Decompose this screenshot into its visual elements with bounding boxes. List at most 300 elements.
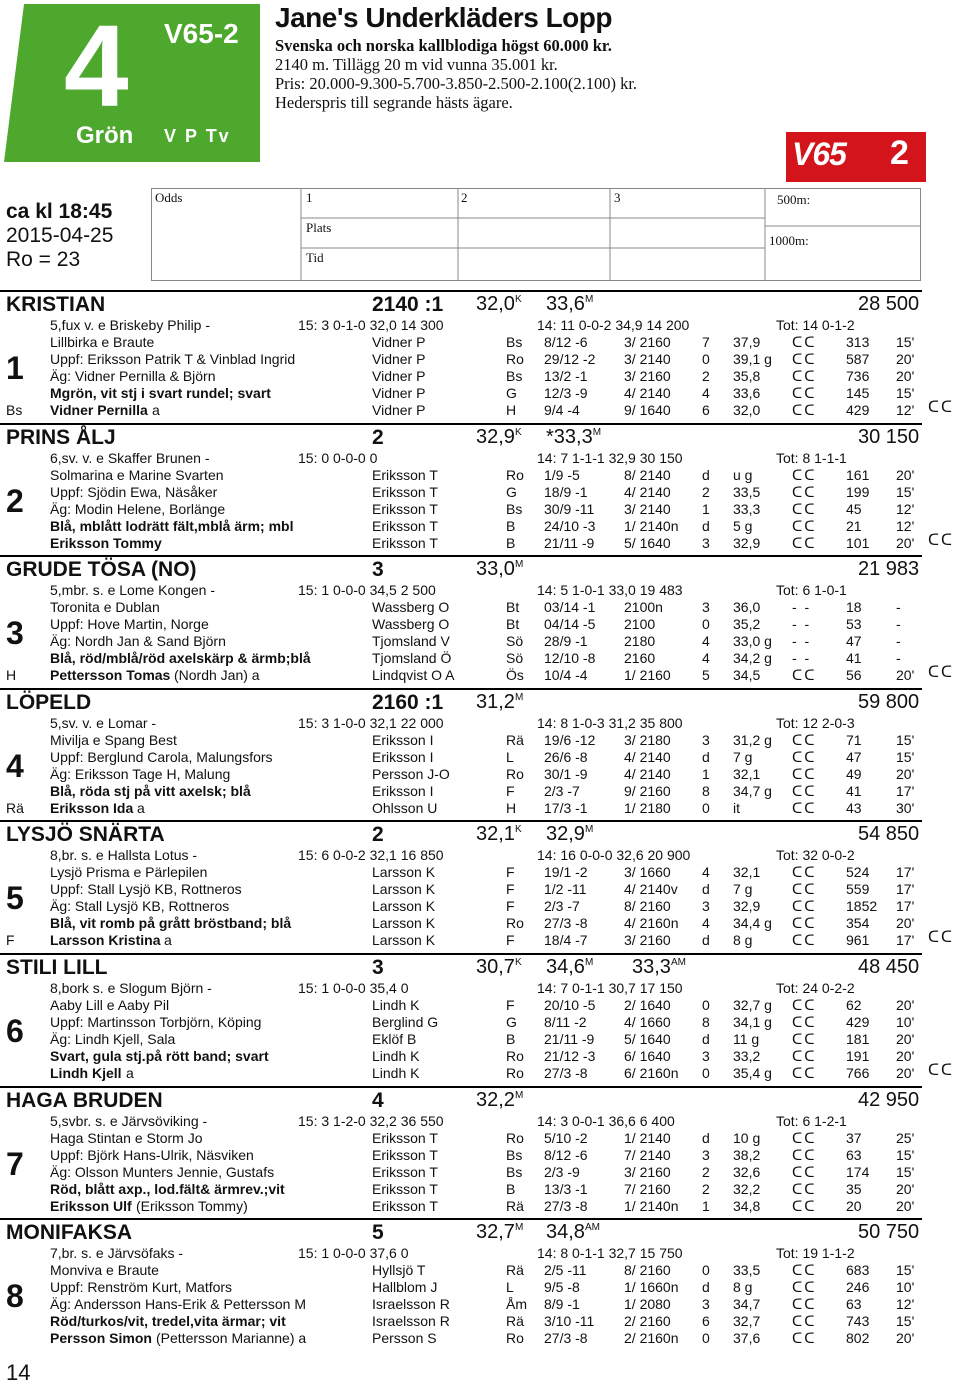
shoe-today: ᑕᑕ [928, 1062, 954, 1079]
race-placing: 0 [702, 1330, 710, 1346]
race-time: 39,1 g [733, 351, 772, 367]
shoe-info: ᑕᑕ [792, 351, 817, 367]
race-date: 2015-04-25 [6, 224, 114, 247]
ro-value: Ro = 23 [6, 248, 81, 271]
race-badge [4, 1, 260, 162]
race-distance: 4/ 2140 [624, 766, 671, 782]
race-distance: 1/ 2140 [624, 1130, 671, 1146]
race-time: 32,1 [733, 864, 761, 880]
race-distance: 2/ 1640 [624, 997, 671, 1013]
driver-name: Persson S [372, 1330, 437, 1346]
horse-info-row [0, 980, 960, 997]
race-date: 19/1 -2 [544, 864, 588, 880]
race-odds: 47 [846, 749, 862, 765]
race-distance: 5/ 1640 [624, 1031, 671, 1047]
race-odds: 313 [846, 334, 870, 350]
race-time: 34,2 g [733, 650, 772, 666]
record-value: 33,0 [476, 558, 515, 580]
horse-record-1 [476, 426, 522, 449]
horse-earnings: 42 950 [858, 1089, 920, 1111]
race-date: 12/3 -9 [544, 385, 588, 401]
track-code: H [506, 402, 517, 418]
race-prize: 17' [896, 932, 915, 948]
race-distance: 2/ 2160 [624, 1313, 671, 1329]
race-date: 1/2 -11 [544, 881, 587, 897]
race-prize: 20' [896, 1330, 915, 1346]
track-code: F [506, 997, 515, 1013]
driver-name: Eriksson T [372, 535, 438, 551]
track-code: Rä [506, 1262, 524, 1278]
driver-name: Ohlsson U [372, 800, 438, 816]
horse-detail: Eriksson Tommy [50, 535, 162, 551]
driver-name: Lindh K [372, 1048, 420, 1064]
stats-2014: 14: 7 0-1-1 30,7 17 150 [537, 980, 683, 996]
race-distance: 3/ 2160 [624, 368, 671, 384]
race-prize: 20' [896, 667, 915, 683]
horse-earnings: 54 850 [858, 823, 920, 845]
start-row [0, 599, 960, 616]
record-suffix: M [514, 692, 524, 703]
driver-suffix: a [126, 1065, 134, 1081]
driver-name: Vidner P [372, 402, 426, 418]
start-row [0, 501, 960, 518]
stats-total: Tot: 6 1-0-1 [776, 582, 847, 598]
shoe-info: ᑕᑕ [792, 997, 817, 1013]
stats-total: Tot: 14 0-1-2 [776, 317, 855, 333]
shoe-info: ᑕᑕ [792, 800, 817, 816]
race-distance: 9/ 1640 [624, 402, 671, 418]
place-3-label: 3 [614, 190, 621, 205]
race-odds: 736 [846, 368, 870, 384]
race-odds: 354 [846, 915, 870, 931]
horse-separator [0, 290, 922, 292]
race-placing: 3 [702, 1147, 710, 1163]
horse-detail: Lindh Kjell [50, 1065, 122, 1081]
shoe-info: ᑕᑕ [792, 667, 817, 683]
horse-detail: Röd, blått axp., lod.fält& ärmrev.;vit [50, 1181, 285, 1197]
start-row [0, 518, 960, 535]
race-placing: d [702, 932, 710, 948]
race-odds: 191 [846, 1048, 870, 1064]
shoe-info: ᑕᑕ [792, 1065, 817, 1081]
track-code: Bs [506, 334, 523, 350]
start-row [0, 1262, 960, 1279]
race-distance: 8/ 2160 [624, 898, 671, 914]
horse-detail: Haga Stintan e Storm Jo [50, 1130, 203, 1146]
horse-separator [0, 953, 922, 955]
race-date: 3/10 -11 [544, 1313, 595, 1329]
horse-record-1 [476, 823, 522, 846]
horse-pedigree: 5,mbr. s. e Lome Kongen - [50, 582, 215, 598]
race-placing: 0 [702, 1262, 710, 1278]
race-time: 35,8 [733, 368, 761, 384]
driver-name: Lindh K [372, 1065, 420, 1081]
start-row [0, 616, 960, 633]
race-distance: 1/ 1660n [624, 1279, 679, 1295]
shoe-info: ᑕᑕ [792, 1296, 817, 1312]
horse-earnings: 30 150 [858, 426, 920, 448]
shoe-info: ᑕᑕ [792, 749, 817, 765]
record-suffix: K [514, 427, 522, 438]
track-code: L [506, 749, 514, 765]
shoe-info: - - [792, 650, 812, 666]
race-time: 32,7 g [733, 997, 772, 1013]
track-code: Bs [506, 1164, 523, 1180]
race-odds: 37 [846, 1130, 862, 1146]
race-distance: 7/ 2160 [624, 1181, 671, 1197]
race-date: 2/3 -7 [544, 783, 580, 799]
shoe-info: ᑕᑕ [792, 1147, 817, 1163]
race-number: 4 [64, 1, 126, 131]
horse-distance: 2 [372, 426, 384, 449]
record-value: 32,1 [476, 823, 515, 845]
horse-record-3 [632, 956, 686, 979]
start-row [0, 633, 960, 650]
horse-record-2 [546, 823, 593, 846]
driver-name: Vidner P [372, 368, 426, 384]
race-date: 9/4 -4 [544, 402, 580, 418]
race-distance: 9/ 2160 [624, 783, 671, 799]
shoe-info: ᑕᑕ [792, 1279, 817, 1295]
driver-name: Lindh K [372, 997, 420, 1013]
record-suffix: M [514, 1222, 524, 1233]
stats-2014: 14: 8 1-0-3 31,2 35 800 [537, 715, 683, 731]
race-date: 17/3 -1 [544, 800, 588, 816]
race-date: 03/14 -1 [544, 599, 596, 615]
result-box [151, 188, 921, 281]
stats-2014: 14: 7 1-1-1 32,9 30 150 [537, 450, 683, 466]
stats-2015: 15: 0 0-0-0 0 [298, 450, 378, 466]
race-color: Grön [76, 122, 134, 149]
race-time: 32,9 [733, 535, 761, 551]
stats-total: Tot: 24 0-2-2 [776, 980, 855, 996]
race-date: 29/12 -2 [544, 351, 596, 367]
race-prize: 15' [896, 334, 915, 350]
shoe-info: ᑕᑕ [792, 915, 817, 931]
driver-name: Larsson K [372, 915, 436, 931]
race-time: 35,2 [733, 616, 761, 632]
race-odds: 101 [846, 535, 870, 551]
shoe-info: ᑕᑕ [792, 864, 817, 880]
race-distance: 3/ 2160 [624, 932, 671, 948]
shoe-info: ᑕᑕ [792, 484, 817, 500]
horse-record-1 [476, 293, 522, 316]
shoe-info: ᑕᑕ [792, 1164, 817, 1180]
driver-name: Eriksson T [372, 501, 438, 517]
driver-name: Tjomsland V [372, 633, 450, 649]
race-prize: 12' [896, 402, 915, 418]
race-placing: 6 [702, 402, 710, 418]
horse-detail: Äg: Vidner Pernilla & Björn [50, 368, 216, 384]
horse-detail: Aaby Lill e Aaby Pil [50, 997, 170, 1013]
stats-total: Tot: 6 1-2-1 [776, 1113, 847, 1129]
driver-name: Persson J-O [372, 766, 450, 782]
race-placing: 3 [702, 732, 710, 748]
horse-detail: Röd/turkos/vit, tredel,vita ärmar; vit [50, 1313, 286, 1329]
start-row [0, 402, 960, 419]
driver-name: Berglind G [372, 1014, 439, 1030]
stats-2014: 14: 5 1-0-1 33,0 19 483 [537, 582, 683, 598]
driver-name: Eriksson T [372, 1198, 438, 1214]
race-date: 19/6 -12 [544, 732, 596, 748]
start-number: 4 [6, 748, 24, 784]
race-distance: 2160 [624, 650, 656, 666]
race-date: 18/9 -1 [544, 484, 588, 500]
shoe-today: ᑕᑕ [928, 929, 954, 946]
horse-detail: Monviva e Braute [50, 1262, 159, 1278]
race-date: 27/3 -8 [544, 1198, 588, 1214]
start-row [0, 732, 960, 749]
track-code: Rä [506, 732, 524, 748]
race-prize: 10' [896, 1279, 915, 1295]
stats-total: Tot: 12 2-0-3 [776, 715, 855, 731]
track-code: B [506, 535, 516, 551]
driver-name: Larsson K [372, 864, 436, 880]
shoe-info: ᑕᑕ [792, 1048, 817, 1064]
race-placing: d [702, 1130, 710, 1146]
start-row [0, 1164, 960, 1181]
shoe-info: ᑕᑕ [792, 518, 817, 534]
horse-detail: Äg: Eriksson Tage H, Malung [50, 766, 231, 782]
race-time: 10 g [733, 1130, 761, 1146]
start-number: 3 [6, 615, 24, 651]
race-time: 34,1 g [733, 1014, 772, 1030]
race-prize: 15' [896, 484, 915, 500]
horse-name: LYSJÖ SNÄRTA [6, 823, 165, 846]
race-time: 33,2 [733, 1048, 761, 1064]
start-row [0, 766, 960, 783]
record-value: 32,9 [476, 426, 515, 448]
race-odds: 743 [846, 1313, 870, 1329]
race-prize: 20' [896, 766, 915, 782]
driver-suffix: (Pettersson Marianne) a [156, 1330, 307, 1346]
horse-detail: Uppf: Eriksson Patrik T & Vinblad Ingrid [50, 351, 296, 367]
race-prize: 12' [896, 1296, 915, 1312]
race-odds: 683 [846, 1262, 870, 1278]
race-placing: 3 [702, 1048, 710, 1064]
horse-separator [0, 423, 922, 425]
track-code: Ro [506, 351, 524, 367]
race-placing: d [702, 467, 710, 483]
start-row [0, 1031, 960, 1048]
race-time: 34,8 [733, 1198, 761, 1214]
race-time: 8 g [733, 1279, 753, 1295]
track-code: Bs [506, 501, 523, 517]
record-suffix: M [514, 559, 524, 570]
start-row [0, 997, 960, 1014]
race-prize: - [896, 616, 901, 632]
race-odds: 174 [846, 1164, 870, 1180]
race-time: 34,7 g [733, 783, 772, 799]
race-prize: 12' [896, 518, 915, 534]
race-distance: 3/ 2160 [624, 334, 671, 350]
race-odds: 63 [846, 1296, 862, 1312]
shoe-info: ᑕᑕ [792, 898, 817, 914]
track-code: Ro [506, 1048, 524, 1064]
race-date: 5/10 -2 [544, 1130, 588, 1146]
record-suffix: AM [584, 1222, 600, 1233]
horse-pedigree: 7,br. s. e Järvsöfaks - [50, 1245, 184, 1261]
race-prize: 12' [896, 501, 915, 517]
horse-detail: Äg: Olsson Munters Jennie, Gustafs [50, 1164, 275, 1180]
shoe-info: ᑕᑕ [792, 402, 817, 418]
race-prize: 20' [896, 997, 915, 1013]
stats-2015: 15: 3 1-0-0 32,1 22 000 [298, 715, 444, 731]
record-value: 32,2 [476, 1089, 515, 1111]
race-placing: 0 [702, 1065, 710, 1081]
start-number: 2 [6, 483, 24, 519]
horse-record-2 [546, 1221, 600, 1244]
race-odds: 21 [846, 518, 862, 534]
race-distance: 4/ 2160n [624, 915, 679, 931]
driver-name: Eriksson T [372, 467, 438, 483]
race-placing: 2 [702, 484, 710, 500]
race-date: 1/9 -5 [544, 467, 580, 483]
race-time: 32,1 [733, 766, 761, 782]
race-placing: 4 [702, 650, 710, 666]
start-row [0, 385, 960, 402]
horse-detail: Toronita e Dublan [50, 599, 160, 615]
start-row [0, 783, 960, 800]
start-row [0, 932, 960, 949]
race-placing: 4 [702, 385, 710, 401]
horse-record-2 [546, 426, 601, 449]
horse-detail: Uppf: Renström Kurt, Matfors [50, 1279, 233, 1295]
horse-detail: Uppf: Björk Hans-Ulrik, Näsviken [50, 1147, 254, 1163]
horse-separator [0, 1086, 922, 1088]
race-time: 11 g [733, 1031, 760, 1047]
horse-record-1 [476, 691, 523, 714]
race-title: Jane's Underkläders Lopp [275, 2, 612, 33]
race-prize: 20' [896, 467, 915, 483]
start-row [0, 1313, 960, 1330]
race-distance: 1/ 2140n [624, 1198, 679, 1214]
stats-2015: 15: 6 0-0-2 32,1 16 850 [298, 847, 444, 863]
race-time: 32,9 [733, 898, 761, 914]
horse-record-1 [476, 1221, 523, 1244]
race-placing: 2 [702, 1181, 710, 1197]
horse-detail: Blå, vit romb på grått bröstband; blå [50, 915, 292, 931]
start-number: 7 [6, 1146, 24, 1182]
record-value: 33,3 [632, 956, 671, 978]
race-placing: 2 [702, 1164, 710, 1180]
stats-total: Tot: 32 0-0-2 [776, 847, 855, 863]
horse-separator [0, 555, 922, 557]
horse-separator [0, 1218, 922, 1220]
start-row [0, 484, 960, 501]
race-odds: 56 [846, 667, 862, 683]
shoe-info: - - [792, 599, 812, 615]
horse-detail: Äg: Modin Helene, Borlänge [50, 501, 226, 517]
horse-info-row [0, 847, 960, 864]
track-code: G [506, 385, 517, 401]
horse-distance: 3 [372, 956, 384, 979]
race-distance: 4/ 1660 [624, 1014, 671, 1030]
race-odds: 802 [846, 1330, 870, 1346]
horse-pedigree: 6,sv. v. e Skaffer Brunen - [50, 450, 210, 466]
track-code: Ro [506, 1330, 524, 1346]
race-date: 2/3 -7 [544, 898, 580, 914]
race-distance: 1/ 2160 [624, 667, 671, 683]
start-row [0, 1330, 960, 1347]
shoe-info: ᑕᑕ [792, 1330, 817, 1346]
race-distance: 1/ 2180 [624, 800, 671, 816]
horse-pedigree: 8,bork s. e Slogum Björn - [50, 980, 212, 996]
horse-record-1 [476, 558, 523, 581]
horse-separator [0, 820, 922, 822]
horse-pedigree: 5,sv. v. e Lomar - [50, 715, 157, 731]
record-suffix: K [514, 294, 522, 305]
shoe-today: ᑕᑕ [928, 532, 954, 549]
race-date: 30/9 -11 [544, 501, 595, 517]
driver-name: Eklöf B [372, 1031, 417, 1047]
horse-info-row [0, 1113, 960, 1130]
shoe-info: ᑕᑕ [792, 1262, 817, 1278]
race-prize: 25' [896, 1130, 915, 1146]
race-odds: 45 [846, 501, 862, 517]
home-track: Bs [6, 402, 23, 418]
race-date: 8/9 -1 [544, 1296, 580, 1312]
race-placing: 1 [702, 1198, 710, 1214]
record-suffix: K [514, 957, 522, 968]
race-prize: 20' [896, 351, 915, 367]
horse-name: MONIFAKSA [6, 1221, 132, 1244]
start-number: 8 [6, 1278, 24, 1314]
race-distance: 4/ 2140v [624, 881, 678, 897]
broadcast-label: V P Tv [164, 126, 231, 146]
race-prize: 17' [896, 881, 915, 897]
record-value: 34,6 [546, 956, 585, 978]
horse-name: HAGA BRUDEN [6, 1089, 163, 1112]
track-code: F [506, 881, 515, 897]
race-placing: 0 [702, 997, 710, 1013]
race-odds: 63 [846, 1147, 862, 1163]
race-date: 28/9 -1 [544, 633, 588, 649]
horse-earnings: 50 750 [858, 1221, 920, 1243]
start-row [0, 1181, 960, 1198]
shoe-info: ᑕᑕ [792, 732, 817, 748]
start-row [0, 334, 960, 351]
race-placing: 5 [702, 667, 710, 683]
race-odds: 20 [846, 1198, 862, 1214]
horse-distance: 2140 :1 [372, 293, 444, 316]
race-distance: 1/ 2080 [624, 1296, 671, 1312]
race-placing: 2 [702, 368, 710, 384]
track-code: Ro [506, 1065, 524, 1081]
race-prize: 17' [896, 864, 915, 880]
shoe-info: ᑕᑕ [792, 1181, 817, 1197]
shoe-info: ᑕᑕ [792, 501, 817, 517]
horse-detail: Äg: Lindh Kjell, Sala [50, 1031, 176, 1047]
horse-detail: Persson Simon [50, 1330, 152, 1346]
track-code: G [506, 484, 517, 500]
race-placing: 3 [702, 535, 710, 551]
race-prize: - [896, 599, 901, 615]
track-code: Ös [506, 667, 524, 683]
race-placing: d [702, 749, 710, 765]
race-date: 04/14 -5 [544, 616, 596, 632]
race-placing: 3 [702, 599, 710, 615]
start-row [0, 864, 960, 881]
horse-name: GRUDE TÖSA (NO) [6, 558, 197, 581]
stats-total: Tot: 19 1-1-2 [776, 1245, 855, 1261]
horse-detail: Uppf: Sjödin Ewa, Näsåker [50, 484, 218, 500]
stats-2014: 14: 11 0-0-2 34,9 14 200 [537, 317, 690, 333]
start-row [0, 1147, 960, 1164]
race-date: 20/10 -5 [544, 997, 596, 1013]
horse-earnings: 21 983 [858, 558, 920, 580]
horse-distance: 2160 :1 [372, 691, 444, 714]
